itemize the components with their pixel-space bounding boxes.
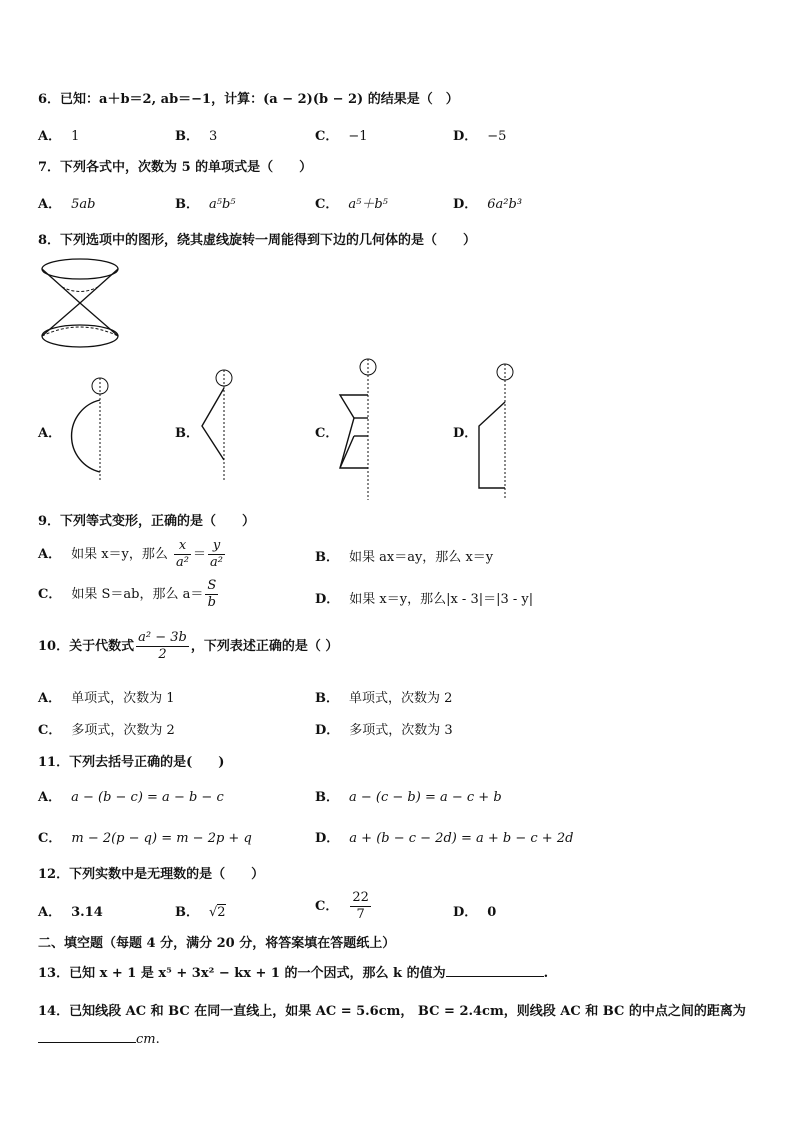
- equals-sign: ＝: [193, 547, 207, 562]
- denominator: 7: [356, 907, 365, 922]
- q9-option-d[interactable]: [315, 588, 533, 607]
- numerator: y: [208, 538, 225, 555]
- unit-label: cm: [136, 1032, 156, 1047]
- question-14: 14．已知线段 AC 和 BC 在同一直线上，如果 AC = 5.6cm， BC = 2.4cm，则线段 AC 和 BC 的中点之间的距离为: [38, 1004, 746, 1019]
- option-label: A．: [38, 426, 62, 441]
- q12-option-a[interactable]: [38, 901, 103, 920]
- numerator: x: [174, 538, 191, 555]
- sqrt-symbol: √: [209, 905, 218, 920]
- option-text: m − 2(p − q) = m − 2p + q: [71, 831, 252, 846]
- option-text: 如果 x＝y，那么: [71, 547, 168, 562]
- question-end: .: [155, 1032, 160, 1047]
- q12-option-b[interactable]: [175, 901, 226, 920]
- q9-option-b[interactable]: [315, 546, 493, 565]
- numerator: S: [207, 578, 217, 593]
- q11-option-b[interactable]: [315, 786, 502, 805]
- option-label: C．: [315, 426, 339, 441]
- option-label: B．: [315, 790, 339, 805]
- question-10: [38, 630, 338, 663]
- question-9: 9．下列等式变形，正确的是（ ）: [38, 514, 256, 529]
- q7-option-b[interactable]: [175, 193, 236, 212]
- answer-blank[interactable]: [446, 964, 544, 977]
- option-label: D．: [453, 905, 478, 920]
- q11-option-a[interactable]: [38, 786, 224, 805]
- denominator: 2: [158, 647, 167, 662]
- q6-option-d[interactable]: [453, 125, 506, 144]
- fraction-x-over-a2: [174, 538, 191, 571]
- option-label: C．: [315, 129, 339, 144]
- triangle-figure: [198, 366, 240, 482]
- q6-option-b[interactable]: [175, 125, 217, 144]
- denominator: a²: [210, 555, 223, 570]
- q9-option-a[interactable]: [38, 538, 227, 571]
- fraction-expression: [136, 630, 189, 663]
- option-label: C．: [38, 587, 62, 602]
- q9-option-c[interactable]: [38, 578, 220, 611]
- option-text: 多项式，次数为 3: [349, 723, 453, 738]
- option-text: 3.14: [71, 905, 103, 920]
- option-text: 如果 x＝y，那么|x - 3|＝|3 - y|: [349, 592, 534, 607]
- q7-option-a[interactable]: [38, 193, 95, 212]
- question-6: 6．已知：a＋b＝2, ab＝−1，计算：(a − 2)(b − 2) 的结果是（ ）: [38, 92, 459, 107]
- option-label: A．: [38, 547, 62, 562]
- q10-option-a[interactable]: [38, 687, 175, 706]
- question-11: 11．下列去括号正确的是( ): [38, 755, 225, 770]
- q7-option-d[interactable]: [453, 193, 522, 212]
- option-label: B．: [315, 550, 339, 565]
- q10-option-c[interactable]: [38, 719, 175, 738]
- option-label: B．: [175, 905, 199, 920]
- question-14-answer-line: [38, 1030, 160, 1047]
- option-label: C．: [38, 831, 62, 846]
- option-label: D．: [453, 197, 478, 212]
- q10-option-d[interactable]: [315, 719, 453, 738]
- answer-blank[interactable]: [38, 1030, 136, 1043]
- option-label: B．: [175, 129, 199, 144]
- q12-option-c[interactable]: [315, 890, 373, 923]
- numerator: 22: [352, 890, 369, 905]
- option-text: a − (c − b) = a − c + b: [349, 790, 502, 805]
- option-text: 6a²b³: [487, 197, 523, 212]
- option-text: −1: [348, 129, 368, 144]
- option-text: 3: [209, 129, 218, 144]
- option-label: C．: [38, 723, 62, 738]
- q12-option-d[interactable]: [453, 901, 496, 920]
- question-13: [38, 962, 548, 981]
- option-text: a⁵b⁵: [209, 197, 236, 212]
- option-label: D．: [315, 592, 340, 607]
- option-text: 单项式，次数为 1: [71, 691, 175, 706]
- option-label: D．: [315, 723, 340, 738]
- q7-option-c[interactable]: [315, 193, 388, 212]
- q6-option-c[interactable]: [315, 125, 368, 144]
- question-suffix: ，下列表述正确的是（ ）: [190, 639, 339, 654]
- option-text: 如果 ax＝ay，那么 x＝y: [349, 550, 494, 565]
- option-text: 0: [487, 905, 497, 920]
- option-label: B．: [175, 426, 199, 441]
- option-label: A．: [38, 691, 62, 706]
- option-text: 5ab: [71, 197, 96, 212]
- fraction-y-over-a2: [208, 538, 225, 571]
- fraction-22-over-7: [350, 890, 371, 923]
- option-label: D．: [453, 129, 478, 144]
- option-label: A．: [38, 905, 62, 920]
- option-label: D．: [453, 426, 478, 441]
- option-text: a + (b − c − 2d) = a + b − c + 2d: [349, 831, 574, 846]
- option-label: A．: [38, 790, 62, 805]
- option-text: 单项式，次数为 2: [349, 691, 453, 706]
- semicircle-figure: [60, 372, 120, 484]
- option-text: 多项式，次数为 2: [71, 723, 175, 738]
- trapezoid-figure: [472, 360, 520, 500]
- option-label: B．: [175, 197, 199, 212]
- option-label: A．: [38, 197, 62, 212]
- fraction-s-over-b: [205, 578, 218, 611]
- q11-option-d[interactable]: [315, 827, 573, 846]
- denominator: a²: [176, 555, 190, 570]
- option-label: C．: [315, 197, 339, 212]
- double-cone-figure: [34, 256, 126, 352]
- option-text: 如果 S＝ab，那么 a＝: [71, 587, 204, 602]
- option-label: C．: [315, 899, 339, 914]
- sqrt-radicand: 2: [217, 905, 226, 920]
- question-text: 13．已知 x + 1 是 x⁵ + 3x² − kx + 1 的一个因式，那么 k 的值为: [38, 966, 446, 981]
- option-label: D．: [315, 831, 340, 846]
- hourglass-figure: [336, 356, 384, 502]
- q6-option-a[interactable]: [38, 125, 79, 144]
- option-text: a⁵＋b⁵: [348, 197, 388, 212]
- denominator: b: [207, 595, 216, 610]
- q10-option-b[interactable]: [315, 687, 452, 706]
- question-12: 12．下列实数中是无理数的是（ ）: [38, 867, 265, 882]
- question-8: 8．下列选项中的图形，绕其虚线旋转一周能得到下边的几何体的是（ ）: [38, 233, 477, 248]
- option-label: B．: [315, 691, 339, 706]
- q11-option-c[interactable]: [38, 827, 252, 846]
- option-label: A．: [38, 129, 62, 144]
- section-2-heading: 二、填空题（每题 4 分，满分 20 分，将答案填在答题纸上）: [38, 936, 396, 951]
- question-prefix: 10．关于代数式: [38, 639, 135, 654]
- option-text: a − (b − c) = a − b − c: [71, 790, 224, 805]
- question-end: .: [543, 966, 549, 981]
- option-text: −5: [487, 129, 507, 144]
- option-text: 1: [71, 129, 80, 144]
- question-7: 7．下列各式中，次数为 5 的单项式是（ ）: [38, 160, 313, 175]
- numerator: a² − 3b: [138, 630, 187, 645]
